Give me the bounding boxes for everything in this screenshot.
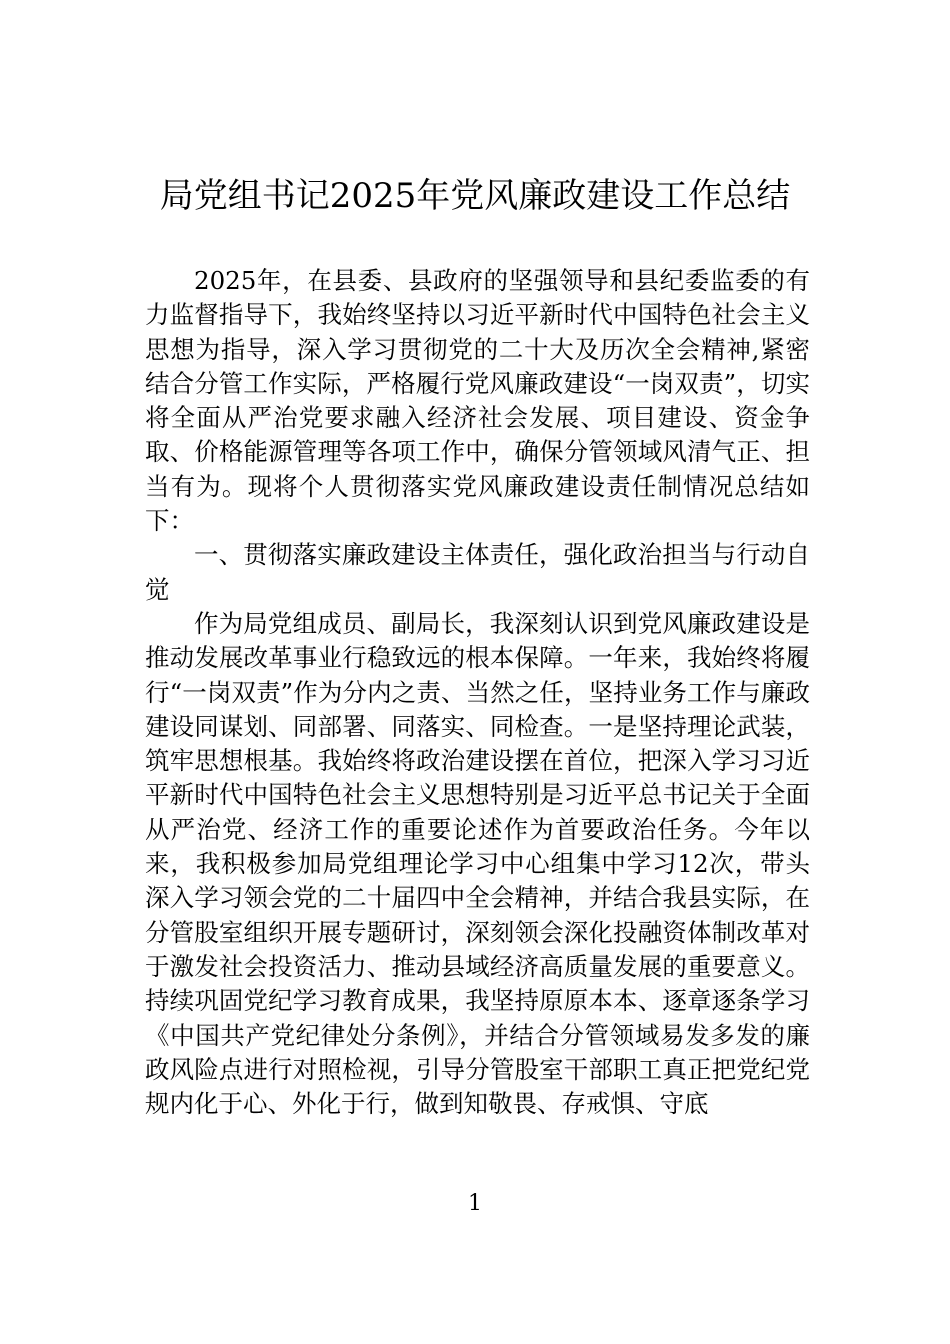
- page-number: 1: [468, 1191, 482, 1216]
- document-title: 局党组书记2025年党风廉政建设工作总结: [159, 176, 791, 216]
- body-paragraph: 作为局党组成员、副局长，我深刻认识到党风廉政建设是推动发展改革事业行稳致远的根本保障。一年来，我始终将履行“一岗双责”作为分内之责、当然之任，坚持业务工作与廉政建设同谋划、同部署、同落实、同检查。一是坚持理论武装，筑牢思想根基。我始终将政治建设摆在首位，把深入学习习近平新时代中国特色社会主义思想特别是习近平总书记关于全面从严治党、经济工作的重要论述作为首要政治任务。今年以来，我积极参加局党组理论学习中心组集中学习12次，带头深入学习领会党的二十届四中全会精神，并结合我县实际，在分管股室组织开展专题研讨，深刻领会深化投融资体制改革对于激发社会投资活力、推动县域经济高质量发展的重要意义。持续巩固党纪学习教育成果，我坚持原原本本、逐章逐条学习《中国共产党纪律处分条例》，并结合分管领域易发多发的廉政风险点进行对照检视，引导分管股室干部职工真正把党纪党规内化于心、外化于行，做到知敬畏、存戒惧、守底: [145, 608, 810, 1119]
- section-heading: 一、贯彻落实廉政建设主体责任，强化政治担当与行动自觉: [145, 540, 810, 604]
- document-body: [145, 264, 810, 1121]
- intro-paragraph: 2025年，在县委、县政府的坚强领导和县纪委监委的有力监督指导下，我始终坚持以习近平新时代中国特色社会主义思想为指导，深入学习贯彻党的二十大及历次全会精神,紧密结合分管工作实际，严格履行党风廉政建设“一岗双责”，切实将全面从严治党要求融入经济社会发展、项目建设、资金争取、价格能源管理等各项工作中，确保分管领域风清气正、担当有为。现将个人贯彻落实党风廉政建设责任制情况总结如下：: [145, 266, 810, 536]
